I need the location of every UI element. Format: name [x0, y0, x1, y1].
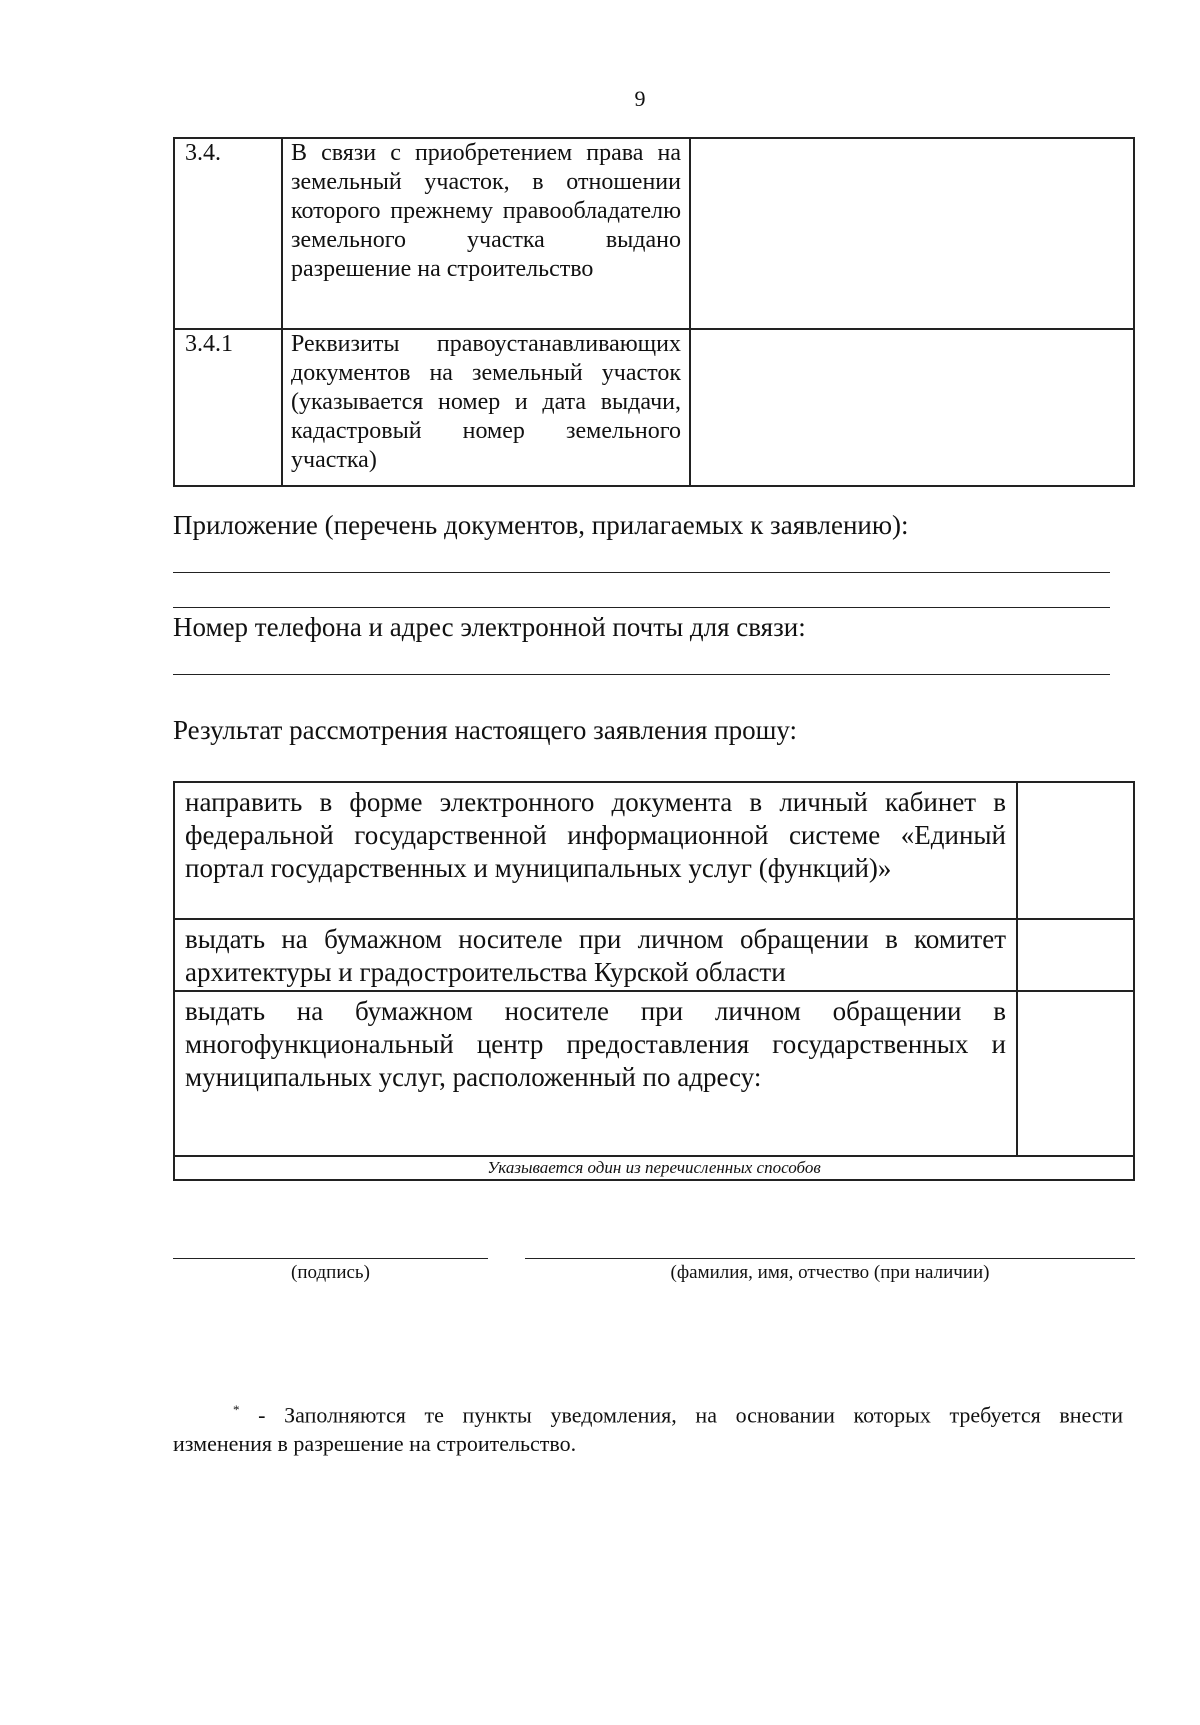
footnote: [173, 1395, 1123, 1458]
table-row: [174, 991, 1134, 1156]
option-epgu: направить в форме электронного документа в личный кабинет в федеральной государственной информационной системе «Единый портал государственных и муниципальных услуг (функций)»: [174, 782, 1017, 919]
full-name-caption: (фамилия, имя, отчество (при наличии): [670, 1262, 990, 1283]
table-row: [174, 919, 1134, 991]
contact-line[interactable]: [173, 674, 1110, 675]
footnote-line-2: изменения в разрешение на строительство.: [173, 1431, 577, 1457]
result-label: Результат рассмотрения настоящего заявления прошу:: [173, 715, 798, 745]
items-table: [173, 137, 1135, 487]
options-note: Указывается один из перечисленных способов: [174, 1156, 1134, 1180]
item-description: В связи с приобретением права на земельный участок, в отношении которого прежнему правообладателю земельного участка выдано разрешение на строительство: [282, 138, 690, 329]
item-description: Реквизиты правоустанавливающих документов на земельный участок (указывается номер и дата выдачи, кадастровый номер земельного участка): [282, 329, 690, 486]
item-value-field[interactable]: [690, 329, 1134, 486]
item-number: 3.4.: [174, 138, 282, 329]
option-epgu-checkbox[interactable]: [1017, 782, 1134, 919]
table-row: [174, 1156, 1134, 1180]
signature-line[interactable]: [173, 1258, 488, 1259]
contact-label: Номер телефона и адрес электронной почты для связи:: [173, 612, 806, 642]
table-row: [174, 782, 1134, 919]
full-name-line[interactable]: [525, 1258, 1135, 1259]
page-number: 9: [634, 86, 646, 111]
appendix-line-1[interactable]: [173, 572, 1110, 573]
footnote-marker: *: [233, 1402, 240, 1417]
option-committee-checkbox[interactable]: [1017, 919, 1134, 991]
result-options-table: [173, 781, 1135, 1181]
signature-caption: (подпись): [291, 1262, 370, 1283]
item-value-field[interactable]: [690, 138, 1134, 329]
item-number: 3.4.1: [174, 329, 282, 486]
table-row: [174, 329, 1134, 486]
option-mfc-checkbox[interactable]: [1017, 991, 1134, 1156]
table-row: [174, 138, 1134, 329]
option-mfc: выдать на бумажном носителе при личном обращении в многофункциональный центр предоставления государственных и муниципальных услуг, расположенный по адресу:: [174, 991, 1017, 1156]
option-committee: выдать на бумажном носителе при личном обращении в комитет архитектуры и градостроительства Курской области: [174, 919, 1017, 991]
appendix-line-2[interactable]: [173, 607, 1110, 608]
appendix-label: Приложение (перечень документов, прилагаемых к заявлению):: [173, 510, 909, 540]
footnote-line-1: - Заполняются те пункты уведомления, на основании которых требуется внести: [258, 1402, 1124, 1428]
